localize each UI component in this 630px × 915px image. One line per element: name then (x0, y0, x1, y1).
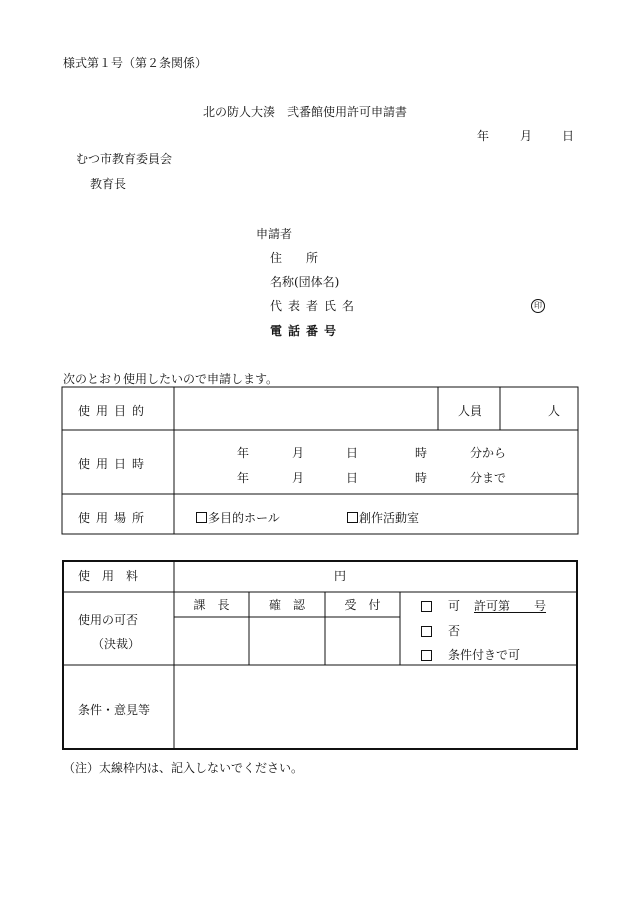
from-month: 月 (292, 446, 305, 460)
footnote: （注）太線枠内は、記入しないでください。 (63, 761, 304, 775)
from-minute: 分から (470, 446, 507, 460)
persons-unit: 人 (548, 404, 561, 418)
approval-sublabel: （決裁） (92, 637, 141, 651)
place-option-hall-checkbox[interactable] (196, 512, 207, 523)
addressee-title: 教育長 (90, 177, 127, 191)
document-title: 北の防人大湊 弐番館使用許可申請書 (203, 105, 408, 119)
fee-label: 使 用 料 (78, 569, 139, 583)
to-month: 月 (292, 471, 305, 485)
form-number: 様式第１号（第２条関係） (63, 56, 208, 70)
from-day: 日 (346, 446, 359, 460)
persons-label: 人員 (458, 404, 483, 418)
applicant-address-label: 住 所 (270, 251, 319, 265)
approval-no-checkbox[interactable] (421, 626, 432, 637)
date-month: 月 (520, 129, 533, 143)
remarks-label: 条件・意見等 (78, 703, 151, 717)
fee-unit: 円 (334, 569, 347, 583)
applicant-phone-label: 電話番号 (270, 324, 343, 338)
datetime-label: 使用日時 (78, 457, 151, 471)
purpose-label: 使用目的 (78, 404, 151, 418)
place-option-studio-label: 創作活動室 (359, 511, 420, 525)
col-confirm: 確 認 (268, 598, 305, 612)
intro-text: 次のとおり使用したいので申請します。 (63, 372, 279, 386)
approval-conditional-checkbox[interactable] (421, 650, 432, 661)
addressee-org: むつ市教育委員会 (76, 152, 173, 166)
col-chief: 課 長 (193, 598, 230, 612)
from-hour: 時 (415, 446, 428, 460)
col-receive: 受 付 (344, 598, 381, 612)
place-option-studio-checkbox[interactable] (347, 512, 358, 523)
seal-mark: 印 (531, 299, 545, 313)
to-hour: 時 (415, 471, 428, 485)
to-year: 年 (237, 471, 250, 485)
place-option-hall-label: 多目的ホール (208, 511, 280, 525)
applicant-representative-label: 代表者氏名 (270, 299, 361, 313)
to-minute: 分まで (470, 471, 507, 485)
approval-no-label: 否 (448, 624, 461, 638)
to-day: 日 (346, 471, 359, 485)
place-label: 使用場所 (78, 511, 151, 525)
from-year: 年 (237, 446, 250, 460)
permit-number-label: 許可第 号 (474, 599, 547, 613)
approval-yes-label: 可 (448, 599, 461, 613)
approval-label: 使用の可否 (78, 613, 139, 627)
approval-yes-checkbox[interactable] (421, 601, 432, 612)
date-day: 日 (562, 129, 575, 143)
approval-conditional-label: 条件付きで可 (448, 648, 521, 662)
applicant-name-label: 名称(団体名) (270, 275, 340, 289)
date-year: 年 (477, 129, 490, 143)
applicant-heading: 申請者 (256, 227, 293, 241)
